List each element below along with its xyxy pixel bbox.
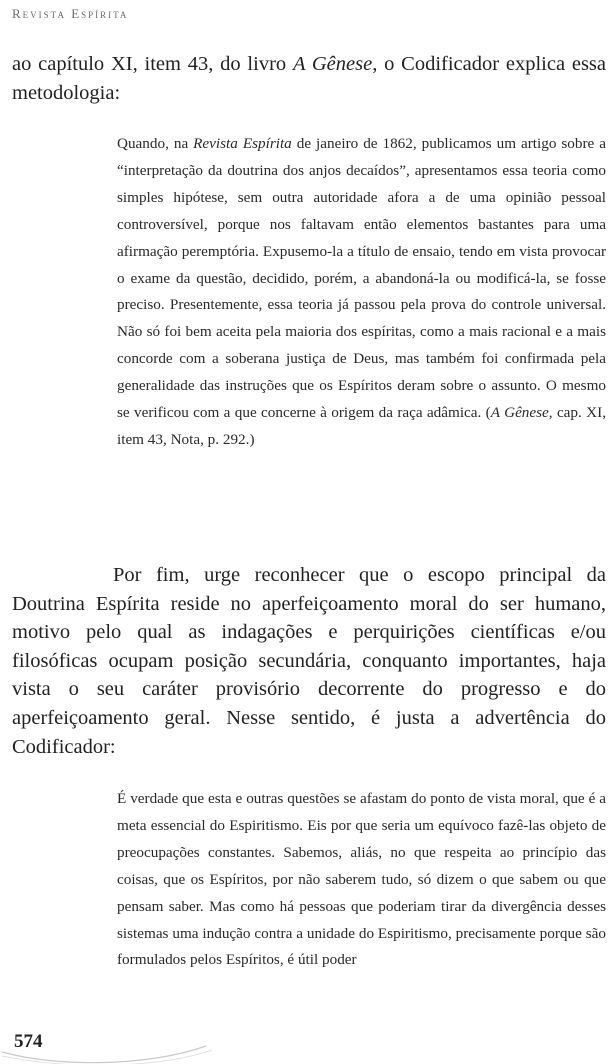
body-paragraph-1: [12, 50, 606, 108]
running-head: Revista Espírita: [12, 6, 129, 21]
page-number: 574: [14, 1031, 43, 1052]
quote-citation: , cap. XI, item 43, Nota, p. 292.): [117, 404, 606, 448]
block-quote-2: É verdade que esta e outras questões se afastam do ponto de vista moral, que é a meta essencial do Espiritismo. Eis por que seria um equívoco fazê-las objeto de preocupações constantes. Sabemos, aliás, no que respeita ao princípio das coisas, que os Espíritos, por não saberem tudo, só dizem o que sabem ou que pensam saber. Mas como há pessoas que poderiam tirar da divergência desses sistemas uma indução contra a unidade do Espiritismo, precisamente porque são formulados pelos Espíritos, é útil poder: [117, 790, 606, 969]
book-title: A Gênese: [292, 53, 373, 75]
quote-text: Quando, na: [117, 135, 194, 152]
block-quote-1: [117, 131, 606, 454]
book-title: A Gênese: [490, 404, 549, 422]
journal-title: Revista Espírita: [193, 135, 292, 152]
quote-text: de janeiro de 1862, publicamos um artigo sobre a “interpretação da doutrina dos anjos decaídos”, apresentamos essa teoria como simples hipótese, sem outra autoridade afora a de uma opinião pessoal controversível, porque nos faltavam então elementos bastantes para uma afirmação peremptória. Expusemo-la a título de ensaio, tendo em vista provocar o exame da questão, decidido, porém, a abandoná-la ou modificá-la, se fosse preciso. Presentemente, essa teoria já passou pela prova do controle universal. Não só foi bem aceita pela maioria dos espíritas, como a mais racional e a mais concorde com a soberana justiça de Deus, mas também foi confirmada pela generalidade das instruções que os Espíritos deram sobre o assunto. O mesmo se verificou com a que concerne à origem da raça adâmica. (: [117, 135, 606, 422]
paragraph-text: , o Codificador explica essa metodologia:: [12, 53, 607, 104]
body-paragraph-2: Por fim, urge reconhecer que o escopo principal da Doutrina Espírita reside no aperfeiçoamento moral do ser humano, motivo pelo qual as indagações e perquirições científicas e/ou filosóficas ocupam posição secundária, conquanto importantes, haja vista o seu caráter provisório decorrente do progresso e do aperfeiçoamento geral. Nesse sentido, é justa a advertência do Codificador:: [12, 564, 606, 758]
paragraph-text: ao capítulo XI, item 43, do livro: [12, 53, 293, 75]
